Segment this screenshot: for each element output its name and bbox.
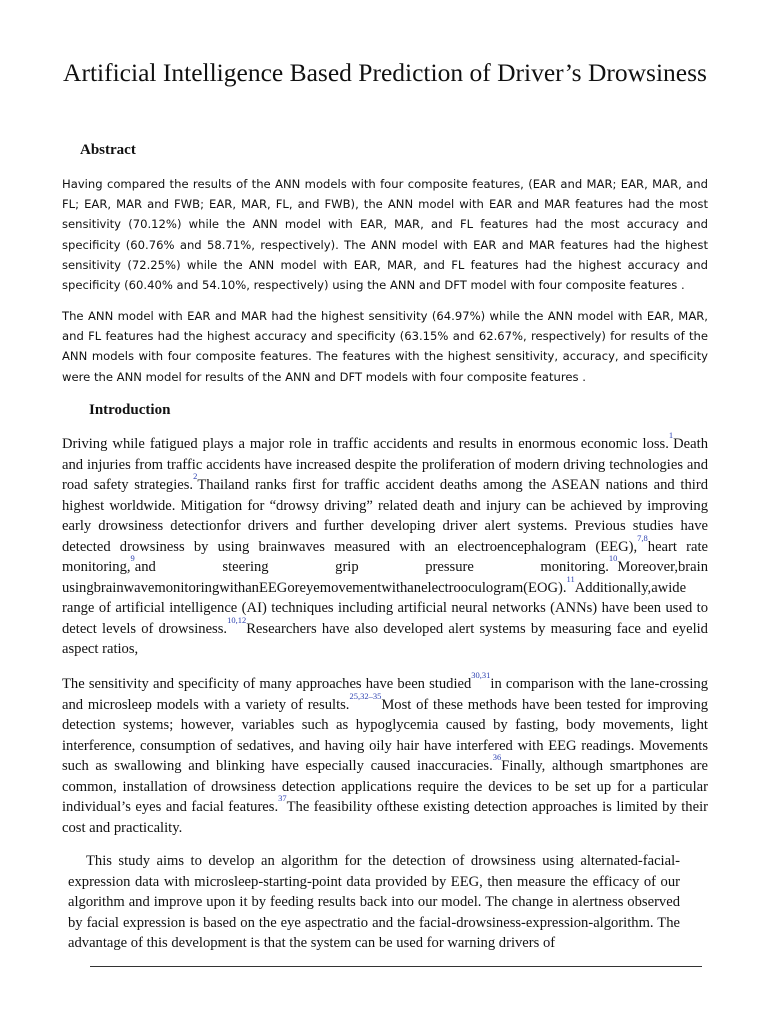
citation-link[interactable]: 9 xyxy=(130,553,135,563)
introduction-paragraph-1 xyxy=(62,430,708,660)
sentence: The feasibility ofthese existing detection approaches is limited by their cost and practicality. xyxy=(62,799,708,836)
sentence: Additionally,awide range of artificial intelligence (AI) techniques including artificial neural networks (ANNs) have been used to detect levels of drowsiness. xyxy=(62,579,708,637)
citation-link[interactable]: 37 xyxy=(278,793,287,803)
citation-link[interactable]: 11 xyxy=(566,573,575,584)
sentence: Researchers have also developed alert systems by measuring face and eyelid aspect ratios, xyxy=(62,620,708,657)
abstract-paragraph-1: Having compared the results of the ANN models with four composite features, (EAR and MAR; EAR, MAR, and FL; EAR, MAR and FWB; EAR, MAR, FL, and FWB), the ANN model with EAR and MAR features had the most sensitivity (70.12%) while the ANN model with EAR, MAR, and FL features had the most accuracy and specificity (60.76% and 58.71%, respectively). The ANN model with EAR and MAR features had the highest sensitivity (72.25%) while the ANN model with EAR, MAR, and FL features had the highest accuracy and specificity (60.40% and 54.10%, respectively) using the ANN and DFT model with four composite features . xyxy=(62,177,708,293)
citation-link[interactable]: 30,31 xyxy=(471,670,491,680)
sentence: in comparison with the lane-crossing and microsleep models with a variety of results. xyxy=(62,676,708,713)
page-title: Artificial Intelligence Based Prediction of Driver’s Drowsiness xyxy=(63,58,707,87)
abstract-heading: Abstract xyxy=(80,142,136,158)
citation-link[interactable]: 10 xyxy=(608,553,618,563)
sentence: heart rate monitoring, xyxy=(62,538,708,575)
citation-link[interactable]: 25,32–35 xyxy=(349,690,382,701)
citation-link[interactable]: 36 xyxy=(492,752,502,762)
sentence: and steering grip pressure monitoring. xyxy=(134,559,609,575)
introduction-paragraph-3: This study aims to develop an algorithm for the detection of drowsiness using alternated-facial-expression data with microsleep-starting-point data provided by EEG, then measure the efficacy of our algorithm and improve upon it by feeding results back into our model. The change in alertness observed by facial expression is based on the eye aspectratio and the facial-drowsiness-expression-algorithm. The advantage of this development is that the system can be used for warning drivers of xyxy=(68,853,680,951)
introduction-paragraph-2 xyxy=(62,670,709,838)
abstract-paragraph-2: The ANN model with EAR and MAR had the highest sensitivity (64.97%) while the ANN model with EAR, MAR, and FL features had the highest accuracy and specificity (63.15% and 62.67%, respectively) for results of the ANN models with four composite features. The features with the highest sensitivity, accuracy, and specificity were the ANN model for results of the ANN and DFT models with four composite features . xyxy=(62,309,708,384)
sentence: Most of these methods have been tested for improving detection systems; however, variables such as hypoglycemia caused by fasting, body movements, light interference, consumption of sedatives, and having oily hair have interfered with EEG readings. Movements such as swallowing and blinking have especially caused inaccuracies. xyxy=(62,696,709,774)
sentence: Finally, although smartphones are common, installation of drowsiness detection applications require the devices to be set up for a particular individual’s eyes and facial features. xyxy=(62,758,708,815)
footnote-divider xyxy=(90,966,702,967)
citation-link[interactable]: 10,12 xyxy=(227,614,247,625)
citation-link[interactable]: 7,8 xyxy=(637,532,648,543)
introduction-heading: Introduction xyxy=(89,402,171,418)
sentence: Death and injuries from traffic accidents have increased despite the proliferation of modern driving technologies and road safety strategies. xyxy=(62,436,708,493)
sentence: Thailand ranks first for traffic accident deaths among the ASEAN nations and third highest worldwide. Mitigation for “drowsy driving” related death and injury can be achieved by improving early drowsiness detectionfor drivers and further developing driver alert systems. Previous studies have detected drowsiness by using brainwaves measured with an electroencephalogram (EEG), xyxy=(62,477,708,555)
sentence: Moreover,brain usingbrainwavemonitoringwithanEEGoreyemovementwithanelectrooculogram(EOG). xyxy=(62,559,708,596)
citation-link[interactable]: 2 xyxy=(193,471,198,481)
sentence: The sensitivity and specificity of many approaches have been studied xyxy=(62,676,472,692)
sentence: Driving while fatigued plays a major role in traffic accidents and results in enormous economic loss. xyxy=(62,436,669,452)
citation-link[interactable]: 1 xyxy=(668,430,674,440)
